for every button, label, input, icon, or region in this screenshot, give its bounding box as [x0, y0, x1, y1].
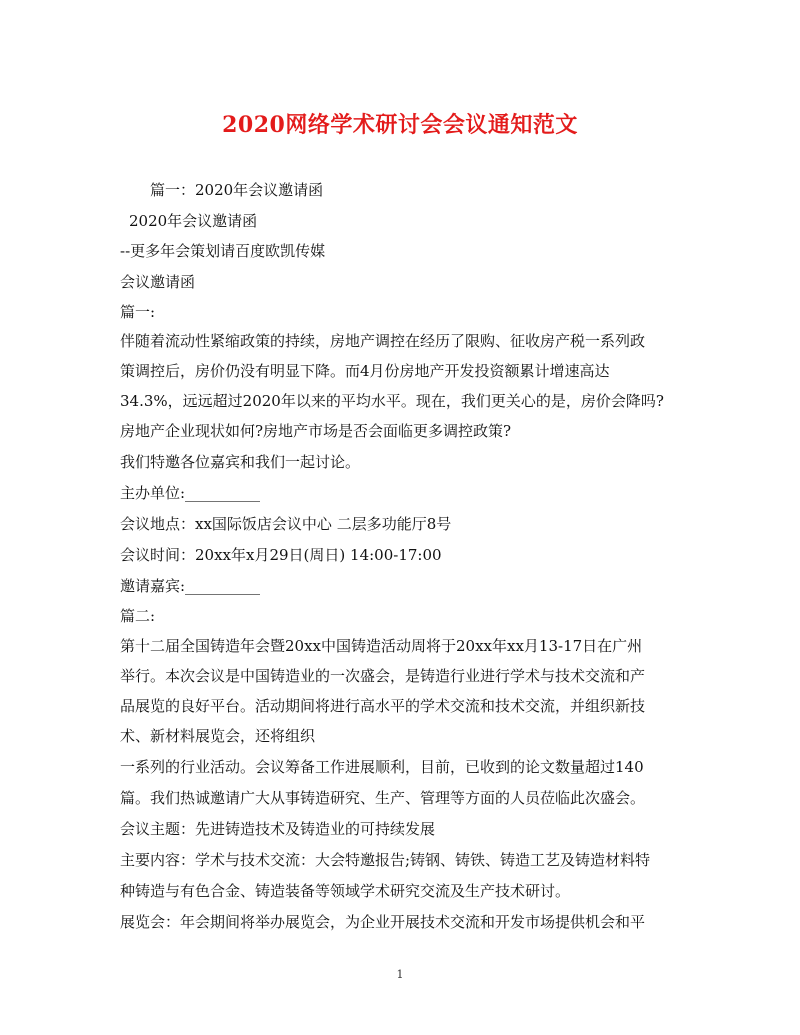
text-line: --更多年会策划请百度欧凯传媒 — [120, 242, 326, 260]
text-line: 举行。本次会议是中国铸造业的一次盛会，是铸造行业进行学术与技术交流和产 — [120, 667, 646, 685]
text-line: 种铸造与有色合金、铸造装备等领域学术研究交流及生产技术研讨。 — [120, 882, 571, 900]
document-title: 2020网络学术研讨会会议通知范文 — [222, 112, 578, 138]
text-line: 策调控后，房价仍没有明显下降。而4月份房地产开发投资额累计增速高达 — [120, 362, 610, 380]
text-line: 邀请嘉宾:__________ — [120, 577, 261, 595]
text-line: 篇一：2020年会议邀请函 — [150, 181, 324, 199]
text-line: 篇二: — [120, 607, 156, 625]
text-line: 主要内容：学术与技术交流：大会特邀报告;铸钢、铸铁、铸造工艺及铸造材料特 — [120, 851, 651, 869]
text-line: 会议邀请函 — [120, 273, 196, 291]
text-line: 我们特邀各位嘉宾和我们一起讨论。 — [120, 453, 361, 471]
text-line: 篇。我们热诚邀请广大从事铸造研究、生产、管理等方面的人员莅临此次盛会。 — [120, 789, 646, 807]
text-line: 一系列的行业活动。会议筹备工作进展顺利，目前，已收到的论文数量超过140 — [120, 758, 644, 776]
page-number: 1 — [396, 968, 404, 981]
text-line: 会议地点：xx国际饭店会议中心 二层多功能厅8号 — [120, 515, 452, 533]
text-line: 主办单位:__________ — [120, 484, 261, 502]
text-line: 第十二届全国铸造年会暨20xx中国铸造活动周将于20xx年xx月13-17日在广州 — [120, 637, 643, 655]
text-line: 会议时间：20xx年x月29日(周日) 14:00-17:00 — [120, 546, 442, 564]
text-line: 2020年会议邀请函 — [129, 212, 258, 230]
text-line: 篇一: — [120, 303, 156, 321]
text-line: 术、新材料展览会，还将组织 — [120, 727, 316, 745]
text-line: 品展览的良好平台。活动期间将进行高水平的学术交流和技术交流，并组织新技 — [120, 697, 646, 715]
text-line: 展览会：年会期间将举办展览会，为企业开展技术交流和开发市场提供机会和平 — [120, 913, 646, 931]
text-line: 房地产企业现状如何?房地产市场是否会面临更多调控政策? — [120, 422, 512, 440]
text-line: 伴随着流动性紧缩政策的持续，房地产调控在经历了限购、征收房产税一系列政 — [120, 332, 646, 350]
text-line: 会议主题：先进铸造技术及铸造业的可持续发展 — [120, 820, 436, 838]
text-line: 34.3%，远远超过2020年以来的平均水平。现在，我们更关心的是，房价会降吗? — [120, 392, 664, 410]
